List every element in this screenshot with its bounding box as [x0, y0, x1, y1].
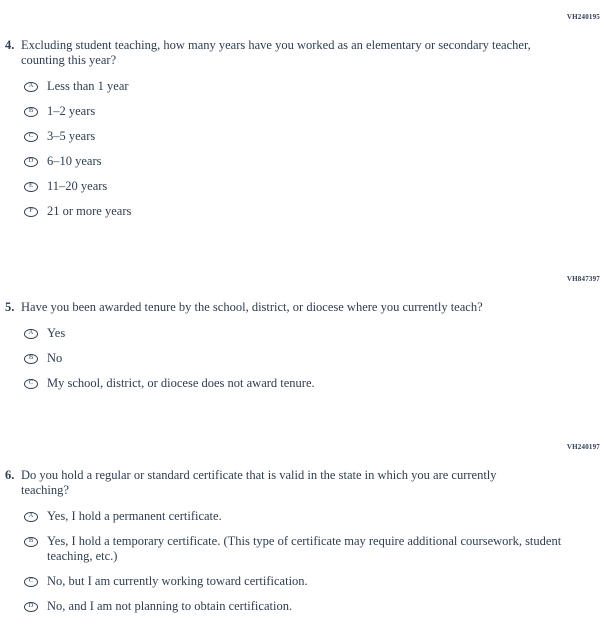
- option-label: 6–10 years: [47, 154, 102, 168]
- bubble-letter: F: [29, 207, 33, 215]
- bubble-letter: A: [28, 82, 34, 90]
- answer-bubble[interactable]: [24, 512, 38, 522]
- answer-bubble[interactable]: [24, 329, 38, 339]
- bubble-letter: A: [28, 512, 34, 520]
- bubble-letter: D: [28, 602, 34, 610]
- answer-bubble[interactable]: [24, 82, 38, 92]
- question-4-number: 4.: [5, 38, 15, 52]
- answer-option-q4-f[interactable]: [24, 204, 604, 219]
- question-5-block: [0, 275, 604, 391]
- bubble-letter: B: [28, 354, 34, 362]
- option-label: Yes, I hold a temporary certificate. (This type of certificate may require additional coursework, student teaching, etc.): [47, 534, 562, 563]
- question-4: [0, 38, 604, 68]
- question-4-options: [0, 79, 604, 219]
- answer-bubble[interactable]: [24, 182, 38, 192]
- option-label: Less than 1 year: [47, 79, 129, 93]
- answer-bubble[interactable]: [24, 379, 38, 389]
- question-6-id-code: VH240197: [566, 443, 600, 451]
- bubble-letter: C: [28, 132, 34, 140]
- question-5-id-code: VH847397: [566, 275, 600, 283]
- answer-option-q5-a[interactable]: [24, 326, 604, 341]
- question-6-block: [0, 443, 604, 614]
- option-label: No: [47, 351, 63, 365]
- answer-bubble[interactable]: [24, 107, 38, 117]
- bubble-letter: C: [28, 577, 34, 585]
- question-5-text: Have you been awarded tenure by the school, district, or diocese where you currently teach?: [21, 300, 483, 314]
- question-4-text: Excluding student teaching, how many years have you worked as an elementary or secondary teacher, counting this year?: [21, 38, 531, 67]
- answer-bubble[interactable]: [24, 354, 38, 364]
- answer-option-q4-a[interactable]: [24, 79, 604, 94]
- answer-option-q5-c[interactable]: [24, 376, 604, 391]
- answer-bubble[interactable]: [24, 602, 38, 612]
- answer-bubble[interactable]: [24, 537, 38, 547]
- option-label: My school, district, or diocese does not award tenure.: [47, 376, 315, 390]
- bubble-letter: A: [28, 329, 34, 337]
- answer-option-q4-b[interactable]: [24, 104, 604, 119]
- option-label: 3–5 years: [47, 129, 96, 143]
- answer-option-q6-a[interactable]: [24, 509, 604, 524]
- bubble-letter: C: [28, 379, 34, 387]
- option-label: 1–2 years: [47, 104, 96, 118]
- answer-option-q6-c[interactable]: [24, 574, 604, 589]
- option-label: 11–20 years: [47, 179, 108, 193]
- question-6-options: [0, 509, 604, 614]
- answer-option-q4-e[interactable]: [24, 179, 604, 194]
- question-5-number: 5.: [5, 300, 15, 314]
- answer-option-q5-b[interactable]: [24, 351, 604, 366]
- answer-option-q6-b[interactable]: [24, 534, 604, 564]
- answer-bubble[interactable]: [24, 207, 38, 217]
- question-5: [0, 300, 604, 315]
- question-4-block: [0, 0, 604, 219]
- option-label: 21 or more years: [47, 204, 132, 218]
- question-5-options: [0, 326, 604, 391]
- answer-bubble[interactable]: [24, 132, 38, 142]
- answer-bubble[interactable]: [24, 157, 38, 167]
- bubble-letter: B: [28, 107, 34, 115]
- answer-option-q4-c[interactable]: [24, 129, 604, 144]
- bubble-letter: E: [29, 182, 33, 190]
- option-label: Yes: [47, 326, 66, 340]
- question-4-id-code: VH240195: [566, 13, 600, 21]
- question-6-number: 6.: [5, 468, 15, 482]
- answer-option-q4-d[interactable]: [24, 154, 604, 169]
- option-label: No, and I am not planning to obtain certification.: [47, 599, 293, 613]
- question-6: [0, 468, 604, 498]
- option-label: No, but I am currently working toward certification.: [47, 574, 308, 588]
- answer-option-q6-d[interactable]: [24, 599, 604, 614]
- question-6-text: Do you hold a regular or standard certificate that is valid in the state in which you are currently teaching?: [21, 468, 497, 497]
- option-label: Yes, I hold a permanent certificate.: [47, 509, 222, 523]
- answer-bubble[interactable]: [24, 577, 38, 587]
- bubble-letter: D: [28, 157, 34, 165]
- bubble-letter: B: [28, 537, 34, 545]
